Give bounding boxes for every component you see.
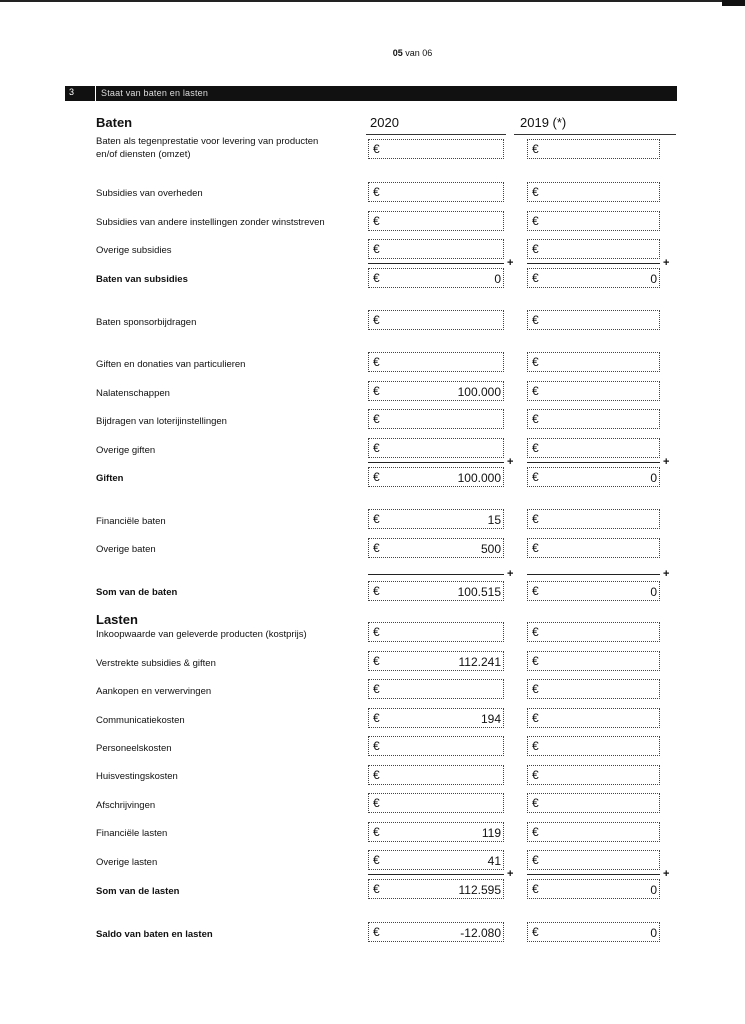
- row-label-subsidies-van-overheden: Subsidies van overheden: [96, 188, 203, 199]
- amount-2019-baten-sponsorbijdragen: [527, 310, 660, 330]
- amount-2020-overige-giften: [368, 438, 504, 458]
- amount-2020-personeelskosten: [368, 736, 504, 756]
- amount-2019-communicatiekosten: [527, 708, 660, 728]
- euro-sign: €: [532, 584, 539, 598]
- amount-2019-baten-als-tegenprestatie-voor-levering-van-producten-en-of-diensten-omzet: [527, 139, 660, 159]
- amount-2020-financiele-baten: [368, 509, 504, 529]
- row-label-overige-baten: Overige baten: [96, 544, 156, 555]
- plus-sign-2020: +: [507, 257, 514, 269]
- row-label-baten-sponsorbijdragen: Baten sponsorbijdragen: [96, 317, 197, 328]
- subtotal-line-2019: [527, 874, 660, 875]
- amount-2019-giften-en-donaties-van-particulieren: [527, 352, 660, 372]
- amount-2019-overige-baten: [527, 538, 660, 558]
- euro-sign: €: [532, 271, 539, 285]
- amount-value: 500: [480, 542, 501, 556]
- amount-2019-personeelskosten: [527, 736, 660, 756]
- amount-2020-som-van-de-lasten: [368, 879, 504, 899]
- amount-value: 119: [481, 826, 501, 840]
- amount-2019-saldo: [527, 922, 660, 942]
- euro-sign: €: [373, 768, 380, 782]
- amount-2019-overige-giften: [527, 438, 660, 458]
- row-label-overige-subsidies: Overige subsidies: [96, 245, 172, 256]
- amount-2020-som-van-de-baten: [368, 581, 504, 601]
- amount-2020-subsidies-van-overheden: [368, 182, 504, 202]
- euro-sign: €: [373, 882, 380, 896]
- top-corner-mark: [722, 0, 745, 6]
- amount-2019-overige-lasten: [527, 850, 660, 870]
- euro-sign: €: [373, 625, 380, 639]
- subtotal-line-2020: [368, 574, 504, 575]
- row-label-afschrijvingen: Afschrijvingen: [96, 800, 156, 811]
- euro-sign: €: [373, 441, 380, 455]
- amount-2020-financiele-lasten: [368, 822, 504, 842]
- euro-sign: €: [532, 412, 539, 426]
- amount-value: 0: [650, 272, 657, 286]
- amount-2019-financiele-lasten: [527, 822, 660, 842]
- column-underline-2019: [514, 134, 676, 135]
- section-number: 3: [69, 87, 75, 97]
- amount-2019-subsidies-van-andere-instellingen-zonder-winststreven: [527, 211, 660, 231]
- euro-sign: €: [532, 768, 539, 782]
- amount-2020-aankopen-en-verwervingen: [368, 679, 504, 699]
- subtotal-line-2019: [527, 263, 660, 264]
- amount-value: 0: [494, 272, 501, 286]
- amount-2019-afschrijvingen: [527, 793, 660, 813]
- plus-sign-2019: +: [663, 257, 670, 269]
- plus-sign-2019: +: [663, 568, 670, 580]
- euro-sign: €: [532, 214, 539, 228]
- euro-sign: €: [373, 384, 380, 398]
- euro-sign: €: [373, 682, 380, 696]
- plus-sign-2020: +: [507, 868, 514, 880]
- amount-value: 194: [480, 712, 501, 726]
- lasten-heading: Lasten: [96, 612, 138, 627]
- amount-value: 100.515: [457, 585, 501, 599]
- amount-2020-communicatiekosten: [368, 708, 504, 728]
- amount-value: 41: [487, 854, 501, 868]
- euro-sign: €: [373, 512, 380, 526]
- euro-sign: €: [532, 682, 539, 696]
- euro-sign: €: [532, 711, 539, 725]
- amount-2020-saldo: [368, 922, 504, 942]
- euro-sign: €: [373, 412, 380, 426]
- euro-sign: €: [532, 313, 539, 327]
- euro-sign: €: [373, 242, 380, 256]
- row-label-verstrekte-subsidies-giften: Verstrekte subsidies & giften: [96, 658, 216, 669]
- euro-sign: €: [532, 739, 539, 753]
- row-label-subsidies-van-andere-instellingen-zonder-winststreven: Subsidies van andere instellingen zonder winststreven: [96, 217, 325, 228]
- amount-2019-baten-van-subsidies: [527, 268, 660, 288]
- amount-2020-inkoopwaarde-van-geleverde-producten-kostprijs: [368, 622, 504, 642]
- amount-2019-som-van-de-baten: [527, 581, 660, 601]
- amount-value: 100.000: [457, 385, 501, 399]
- row-label-financiele-lasten: Financiële lasten: [96, 828, 168, 839]
- amount-2020-subsidies-van-andere-instellingen-zonder-winststreven: [368, 211, 504, 231]
- euro-sign: €: [532, 470, 539, 484]
- amount-value: 0: [650, 926, 657, 940]
- amount-value: 15: [487, 513, 501, 527]
- euro-sign: €: [532, 853, 539, 867]
- row-label-overige-lasten: Overige lasten: [96, 857, 158, 868]
- euro-sign: €: [532, 242, 539, 256]
- euro-sign: €: [373, 711, 380, 725]
- row-label-bijdragen-van-loterijinstellingen: Bijdragen van loterijinstellingen: [96, 416, 227, 427]
- row-label-aankopen-en-verwervingen: Aankopen en verwervingen: [96, 686, 212, 697]
- row-label-baten-als-tegenprestatie-voor-levering-van-producten-en-of-diensten-omzet: Baten als tegenprestatie voor levering van producten en/of diensten (omzet): [96, 136, 319, 160]
- row-label-personeelskosten: Personeelskosten: [96, 743, 172, 754]
- top-rule: [0, 0, 722, 2]
- subtotal-line-2019: [527, 462, 660, 463]
- euro-sign: €: [373, 185, 380, 199]
- plus-sign-2020: +: [507, 456, 514, 468]
- row-label-giften: Giften: [96, 473, 124, 484]
- amount-2019-inkoopwaarde-van-geleverde-producten-kostprijs: [527, 622, 660, 642]
- euro-sign: €: [373, 825, 380, 839]
- amount-2020-giften: [368, 467, 504, 487]
- amount-value: 100.000: [457, 471, 501, 485]
- euro-sign: €: [373, 355, 380, 369]
- euro-sign: €: [532, 441, 539, 455]
- amount-2020-baten-van-subsidies: [368, 268, 504, 288]
- plus-sign-2019: +: [663, 456, 670, 468]
- euro-sign: €: [532, 185, 539, 199]
- amount-value: 112.241: [458, 655, 501, 669]
- subtotal-line-2020: [368, 462, 504, 463]
- euro-sign: €: [532, 882, 539, 896]
- euro-sign: €: [373, 584, 380, 598]
- amount-2019-overige-subsidies: [527, 239, 660, 259]
- subtotal-line-2019: [527, 574, 660, 575]
- euro-sign: €: [532, 825, 539, 839]
- euro-sign: €: [532, 654, 539, 668]
- euro-sign: €: [373, 739, 380, 753]
- amount-2020-giften-en-donaties-van-particulieren: [368, 352, 504, 372]
- amount-value: -12.080: [460, 926, 501, 940]
- amount-2020-afschrijvingen: [368, 793, 504, 813]
- row-label-nalatenschappen: Nalatenschappen: [96, 388, 170, 399]
- amount-2020-nalatenschappen: [368, 381, 504, 401]
- amount-2020-baten-sponsorbijdragen: [368, 310, 504, 330]
- row-label-financiele-baten: Financiële baten: [96, 516, 166, 527]
- euro-sign: €: [532, 142, 539, 156]
- euro-sign: €: [373, 853, 380, 867]
- row-label-huisvestingskosten: Huisvestingskosten: [96, 771, 178, 782]
- euro-sign: €: [532, 384, 539, 398]
- amount-2019-som-van-de-lasten: [527, 879, 660, 899]
- row-label-overige-giften: Overige giften: [96, 445, 156, 456]
- amount-value: 0: [650, 585, 657, 599]
- amount-2020-huisvestingskosten: [368, 765, 504, 785]
- amount-2020-overige-subsidies: [368, 239, 504, 259]
- row-label-saldo: Saldo van baten en lasten: [96, 929, 213, 940]
- page-number: [0, 48, 745, 58]
- row-label-som-van-de-lasten: Som van de lasten: [96, 886, 180, 897]
- euro-sign: €: [373, 470, 380, 484]
- euro-sign: €: [532, 925, 539, 939]
- row-label-inkoopwaarde-van-geleverde-producten-kostprijs: Inkoopwaarde van geleverde producten (kostprijs): [96, 629, 307, 640]
- euro-sign: €: [373, 142, 380, 156]
- amount-2020-overige-lasten: [368, 850, 504, 870]
- page-current: 05: [392, 48, 403, 58]
- euro-sign: €: [532, 625, 539, 639]
- amount-2020-verstrekte-subsidies-giften: [368, 651, 504, 671]
- amount-value: 112.595: [458, 883, 501, 897]
- amount-2019-verstrekte-subsidies-giften: [527, 651, 660, 671]
- amount-value: 0: [650, 471, 657, 485]
- euro-sign: €: [532, 796, 539, 810]
- amount-2019-aankopen-en-verwervingen: [527, 679, 660, 699]
- plus-sign-2019: +: [663, 868, 670, 880]
- baten-heading: Baten: [96, 115, 133, 130]
- amount-2020-overige-baten: [368, 538, 504, 558]
- amount-2019-nalatenschappen: [527, 381, 660, 401]
- row-label-giften-en-donaties-van-particulieren: Giften en donaties van particulieren: [96, 359, 246, 370]
- section-header-bar: [65, 86, 677, 101]
- amount-2019-financiele-baten: [527, 509, 660, 529]
- row-label-communicatiekosten: Communicatiekosten: [96, 715, 185, 726]
- subtotal-line-2020: [368, 874, 504, 875]
- column-header-2019: 2019 (*): [520, 115, 567, 130]
- euro-sign: €: [373, 214, 380, 228]
- section-divider: [95, 86, 96, 101]
- amount-2019-bijdragen-van-loterijinstellingen: [527, 409, 660, 429]
- page-total: 06: [422, 48, 433, 58]
- euro-sign: €: [373, 271, 380, 285]
- section-title: Staat van baten en lasten: [101, 88, 209, 98]
- amount-2020-baten-als-tegenprestatie-voor-levering-van-producten-en-of-diensten-omzet: [368, 139, 504, 159]
- amount-2019-huisvestingskosten: [527, 765, 660, 785]
- euro-sign: €: [373, 925, 380, 939]
- euro-sign: €: [373, 654, 380, 668]
- row-label-baten-van-subsidies: Baten van subsidies: [96, 274, 188, 285]
- column-underline-2020: [366, 134, 506, 135]
- euro-sign: €: [373, 796, 380, 810]
- euro-sign: €: [532, 541, 539, 555]
- euro-sign: €: [373, 541, 380, 555]
- plus-sign-2020: +: [507, 568, 514, 580]
- column-header-2020: 2020: [370, 115, 399, 130]
- page-separator: van: [405, 48, 420, 58]
- amount-2020-bijdragen-van-loterijinstellingen: [368, 409, 504, 429]
- subtotal-line-2020: [368, 263, 504, 264]
- euro-sign: €: [532, 512, 539, 526]
- amount-value: 0: [650, 883, 657, 897]
- euro-sign: €: [373, 313, 380, 327]
- amount-2019-subsidies-van-overheden: [527, 182, 660, 202]
- amount-2019-giften: [527, 467, 660, 487]
- row-label-som-van-de-baten: Som van de baten: [96, 587, 178, 598]
- euro-sign: €: [532, 355, 539, 369]
